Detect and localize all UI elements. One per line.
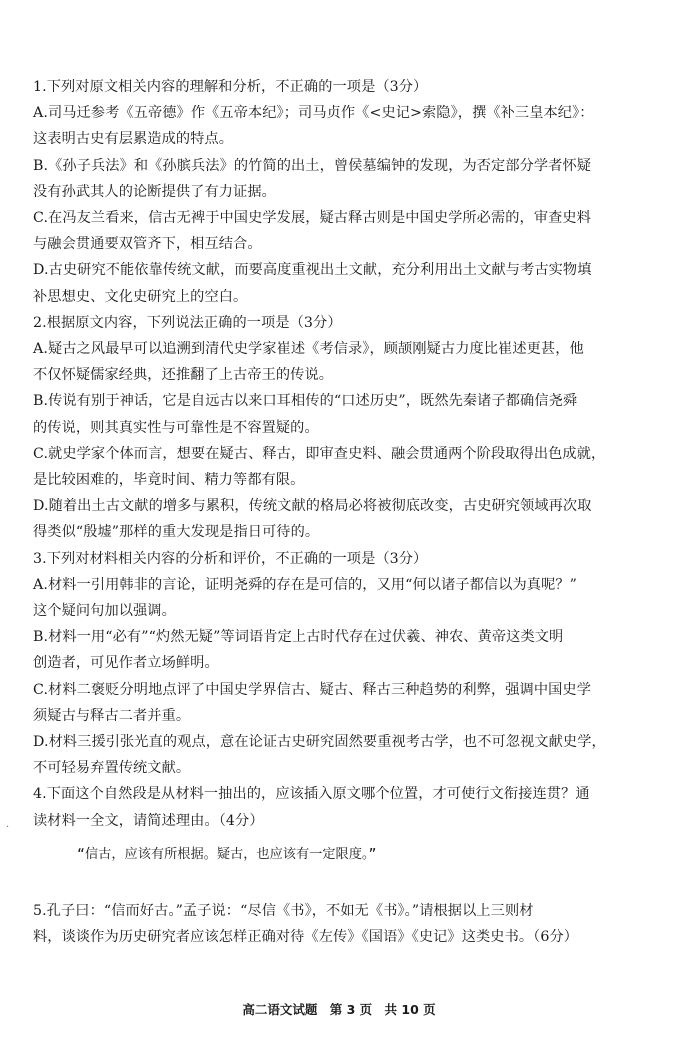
- q2-option-a-cont: 不仅怀疑儒家经典，还推翻了上古帝王的传说。: [33, 367, 334, 384]
- q3-option-d: D.材料三援引张光直的观点，意在论证古史研究固然要重视考古学，也不可忽视文献史学，: [33, 734, 606, 751]
- q2-option-c-cont: 是比较困难的，毕竟时间、精力等都有限。: [33, 472, 305, 489]
- q2-option-d-cont: 得类似“殷墟”那样的重大发现是指日可待的。: [33, 524, 320, 541]
- q3-option-c: C.材料二褒贬分明地点评了中国史学界信古、疑古、释古三种趋势的利弊，强调中国史学: [33, 681, 591, 698]
- q2-option-b: B.传说有别于神话，它是自远古以来口耳相传的“口述历史”，既然先秦诸子都确信尧舜: [33, 393, 578, 410]
- q3-stem: 3.下列对材料相关内容的分析和评价，不正确的一项是（3分）: [33, 550, 428, 567]
- q3-option-c-cont: 须疑古与释古二者并重。: [33, 707, 191, 724]
- q1-option-b: B.《孙子兵法》和《孙膑兵法》的竹简的出土，曾侯墓编钟的发现，为否定部分学者怀疑: [33, 157, 592, 174]
- q4-stem: 4.下面这个自然段是从材料一抽出的，应该插入原文哪个位置，才可使行文衔接连贯？通: [33, 786, 590, 803]
- q5-stem: 5.孔子曰：“信而好古。”孟子说：“尽信《书》，不如无《书》。”请根据以上三则材: [33, 902, 534, 919]
- q2-option-c: C.就史学家个体而言，想要在疑古、释古，即审查史料、融会贯通两个阶段取得出色成就，: [33, 445, 606, 462]
- question-3: [33, 546, 648, 782]
- answer-space: [33, 868, 648, 898]
- q3-option-b: B.材料一用“必有”“灼然无疑”等词语肯定上古时代存在过伏羲、神农、黄帝这类文明: [33, 629, 564, 646]
- q1-option-b-cont: 没有孙武其人的论断提供了有力证据。: [33, 183, 276, 200]
- q3-option-a-cont: 这个疑问句加以强调。: [33, 603, 176, 620]
- q1-option-c: C.在冯友兰看来，信古无裨于中国史学发展，疑古释古则是中国史学所必需的，审查史料: [33, 210, 591, 227]
- footer-page-number: 第 3 页: [329, 1002, 373, 1017]
- footer-subject: 高二语文试题: [242, 1002, 318, 1017]
- question-1: [33, 74, 648, 310]
- q5-stem-cont: 料，谈谈作为历史研究者应该怎样正确对待《左传》《国语》《史记》这类史书。（6分）: [33, 929, 579, 946]
- question-4: [33, 781, 648, 867]
- q2-option-b-cont: 的传说，则其真实性与可靠性是不容置疑的。: [33, 419, 319, 436]
- q3-option-a: A.材料一引用韩非的言论，证明尧舜的存在是可信的，又用“何以诸子都信以为真呢？”: [33, 576, 578, 593]
- question-5: [33, 898, 648, 950]
- footer-total-pages: 共 10 页: [384, 1002, 436, 1017]
- page-footer: [0, 1000, 678, 1018]
- q1-option-a: A.司马迁参考《五帝德》作《五帝本纪》；司马贞作《<史记>索隐》，撰《补三皇本纪》：: [33, 105, 594, 122]
- q2-option-a: A.疑古之风最早可以追溯到清代史学家崔述《考信录》，顾颉刚疑古力度比崔述更甚，他: [33, 341, 584, 358]
- q1-option-a-cont: 这表明古史有层累造成的特点。: [33, 131, 234, 148]
- q2-option-d: D.随着出土古文献的增多与累积，传统文献的格局必将被彻底改变，古史研究领域再次取: [33, 498, 592, 515]
- q1-option-c-cont: 与融会贯通要双管齐下，相互结合。: [33, 236, 262, 253]
- q3-option-d-cont: 不可轻易弃置传统文献。: [33, 760, 191, 777]
- q4-quoted-paragraph: “信古，应该有所根据。疑古，也应该有一定限度。”: [77, 846, 377, 862]
- scan-mark: ·: [6, 822, 10, 833]
- q1-option-d: D.古史研究不能依靠传统文献，而要高度重视出土文献，充分利用出土文献与考古实物填: [33, 262, 592, 279]
- q2-stem: 2.根据原文内容，下列说法正确的一项是（3分）: [33, 314, 342, 331]
- q4-stem-cont: 读材料一全文，请简述理由。（4分）: [33, 812, 264, 829]
- q1-stem: 1.下列对原文相关内容的理解和分析，不正确的一项是（3分）: [33, 79, 428, 95]
- q3-option-b-cont: 创造者，可见作者立场鲜明。: [33, 655, 219, 672]
- q1-option-d-cont: 补思想史、文化史研究上的空白。: [33, 288, 248, 305]
- question-2: [33, 310, 648, 546]
